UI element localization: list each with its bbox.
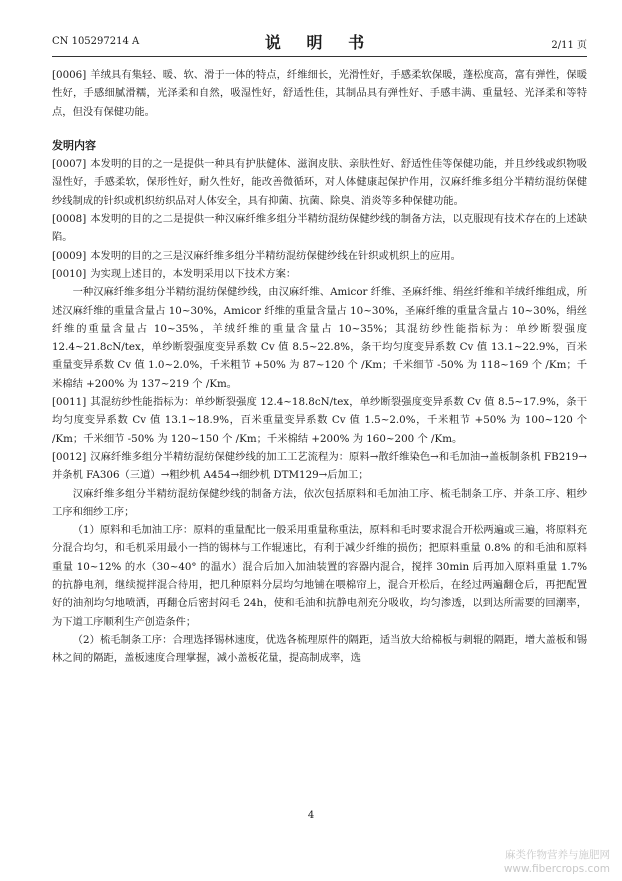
- body-paragraph-step2: （2）梳毛制条工序：合理选择锡林速度，优选各梳理原件的隔距，适当放大给棉板与刺辊的隔距，增大盖板和锡林之间的隔距，盖板速度合理掌握，减小盖板花量，提高制成率，选: [52, 633, 587, 665]
- document-body: [52, 66, 587, 668]
- paragraph-tag: [0009]: [52, 249, 87, 262]
- paragraph-tag: [0010]: [52, 267, 87, 280]
- page-header: [52, 30, 587, 58]
- paragraph-text: 为实现上述目的，本发明采用以下技术方案：: [90, 267, 297, 280]
- document-title: 说 明 书: [264, 33, 375, 52]
- paragraph-text: 其混纺纱性能指标为：单纱断裂强度 12.4~18.8cN/tex，单纱断裂强度变异系数 Cv 值 8.5~17.9%，条干均匀度变异系数 Cv 值 13.1~18.9%，百米重量变异系数 Cv 值 1.5~2.0%，千米粗节 +50% 为 100~120 个 /Km；千米细节 -50% 为 120~150 个 /Km；千米棉结 +200% 为 160~200 个 /Km。: [52, 396, 587, 445]
- body-paragraph-yarn: 一种汉麻纤维多组分半精纺混纺保健纱线，由汉麻纤维、Amicor 纤维、圣麻纤维、绢丝纤维和羊绒纤维组成，所述汉麻纤维的重量含量占 10~30%，Amicor 纤维的重量含量占 10~30%，圣麻纤维的重量含量占 10~30%，绢丝纤维的重量含量占 10~35%，羊绒纤维的重量含量占 10~35%；其混纺纱性能指标为：单纱断裂强度 12.4~21.8cN/tex，单纱断裂强度变异系数 Cv 值 8.5~22.8%，条干均匀度变异系数 Cv 值 13.1~22.9%，百米重量变异系数 Cv 值 1.0~2.0%，千米粗节 +50% 为 87~120 个 /Km；千米细节 -50% 为 118~169 个 /Km；千米棉结 +200% 为 137~219 个 /Km。: [52, 286, 587, 390]
- paragraph-text: 羊绒具有集轻、暖、软、滑于一体的特点，纤维细长，光滑性好，手感柔软保暖，蓬松度高，富有弹性，保暖性好，手感细腻滑糯，光泽柔和自然，吸湿性好，舒适性佳，其制品具有弹性好、手感丰满、重量轻、光泽柔和等特点，但没有保健功能。: [52, 69, 587, 118]
- paragraph-tag: [0007]: [52, 158, 87, 171]
- paragraph-text: 本发明的目的之一是提供一种具有护肤健体、滋润皮肤、亲肤性好、舒适性佳等保健功能，并且纱线或织物吸湿性好，手感柔软，保形性好，耐久性好，能改善微循环，对人体健康起保护作用，汉麻纤维多组分半精纺混纺保健纱线制成的针织或机织纺织品对人体安全，具有抑菌、抗菌、除臭、消炎等多种保健功能。: [52, 158, 587, 207]
- watermark-line-2: www.fibercrops.com: [503, 863, 610, 875]
- paragraph-text: 本发明的目的之三是汉麻纤维多组分半精纺混纺保健纱线在针织或机织上的应用。: [90, 249, 461, 262]
- page-number: 4: [307, 810, 315, 821]
- page-indicator: 2/11 页: [551, 40, 587, 51]
- paragraph-text: 本发明的目的之二是提供一种汉麻纤维多组分半精纺混纺保健纱线的制备方法，以克服现有技术存在的上述缺陷。: [52, 213, 587, 244]
- paragraph-0010: [52, 265, 587, 283]
- body-paragraph-step1: （1）原料和毛加油工序：原料的重量配比一般采用重量称重法，原料和毛时要求混合开松两遍或三遍，将原料充分混合均匀，和毛机采用最小一挡的锡林与工作辊速比，有利于减少纤维的损伤；把原料重量 0.8% 的和毛油和原料重量 10~12% 的水（30~40° 的温水）混合后加入加油装置的容器内混合，搅拌 30min 后再加入原料重量 1.7% 的抗静电剂，继续搅拌混合待用，把几种原料分层均匀地铺在喂棉帘上，混合开松后，在经过两遍翻仓后，再把配置好的油剂均匀地喷洒，再翻仓后密封闷毛 24h，使和毛油和抗静电剂充分吸收，均匀渗透，以到达所需要的回潮率，为下道工序顺利生产创造条件；: [52, 524, 587, 628]
- paragraph-tag: [0008]: [52, 213, 87, 226]
- paragraph-tag: [0006]: [52, 69, 87, 81]
- header-rule: [52, 56, 587, 57]
- watermark: [504, 848, 610, 876]
- paragraph-text: 汉麻纤维多组分半精纺混纺保健纱线的加工工艺流程为：原料→散纤维染色→和毛加油→盖板制条机 FB219→并条机 FA306（三道）→粗纱机 A454→细纱机 DTM129→后加工；: [52, 450, 587, 482]
- paragraph-0008: [52, 210, 587, 247]
- paragraph-0007: [52, 155, 587, 210]
- patent-number: CN 105297214 A: [52, 36, 140, 47]
- paragraph-tag: [0011]: [52, 396, 87, 409]
- body-paragraph-method: 汉麻纤维多组分半精纺混纺保健纱线的制备方法，依次包括原料和毛加油工序、梳毛制条工序、并条工序、粗纱工序和细纱工序；: [52, 487, 587, 518]
- section-heading: 发明内容: [52, 138, 96, 152]
- watermark-line-1: 麻类作物营养与施肥网: [505, 849, 610, 861]
- paragraph-0009: [52, 247, 587, 265]
- paragraph-tag: [0012]: [52, 450, 87, 463]
- paragraph-0011: [52, 393, 587, 448]
- paragraph-0012: [52, 448, 587, 485]
- paragraph-0006: [52, 66, 587, 121]
